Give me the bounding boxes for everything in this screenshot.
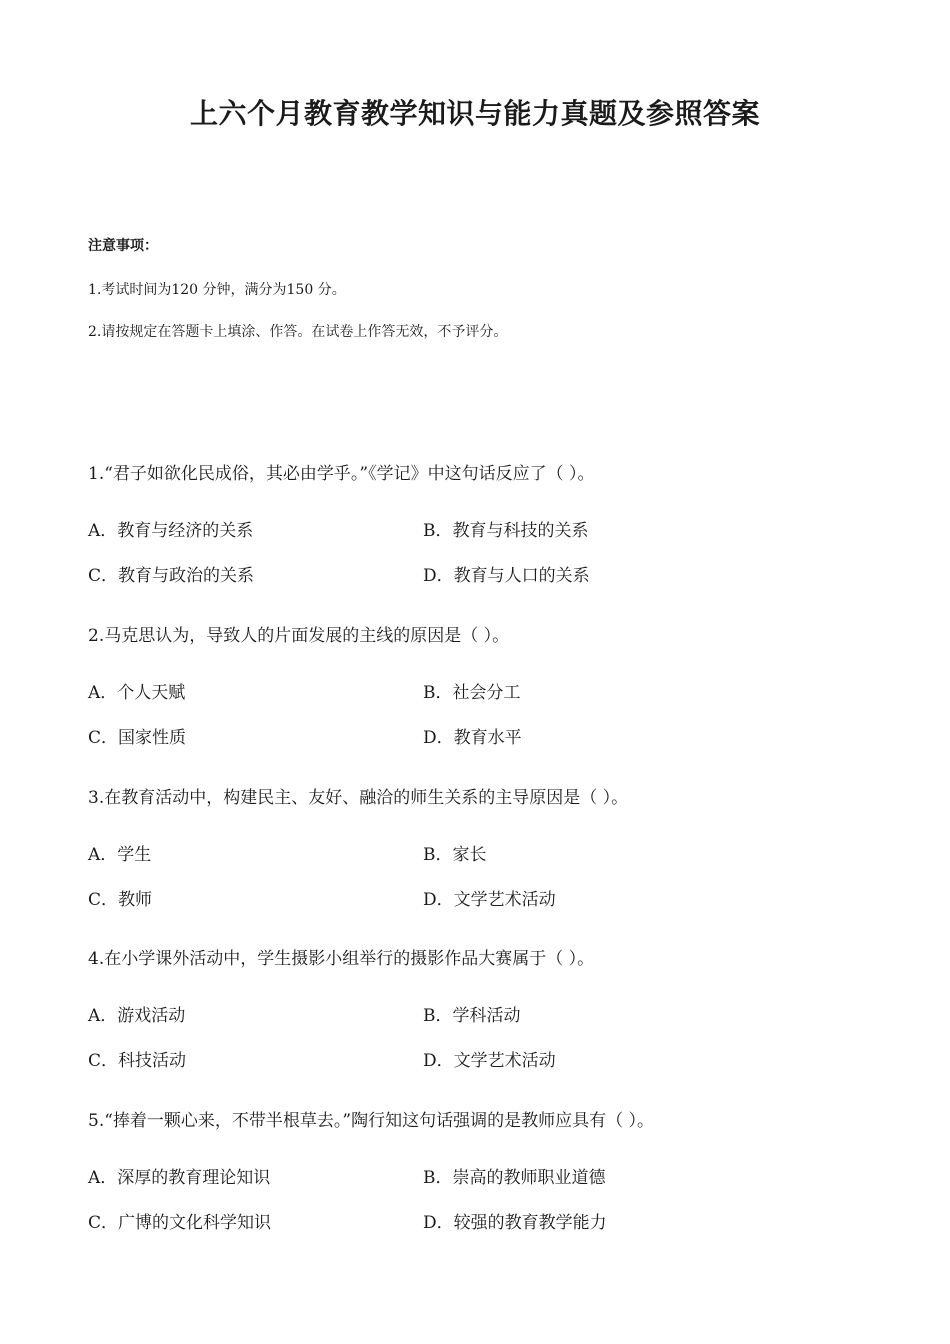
question-stem: 5.“捧着一颗心来，不带半根草去。”陶行知这句话强调的是教师应具有（ ）。 — [88, 1111, 655, 1131]
option-group — [88, 810, 888, 910]
option-b: B．家长 — [423, 845, 487, 865]
question-4 — [88, 947, 888, 1071]
notice-item: 2.请按规定在答题卡上填涂、作答。在试卷上作答无效，不予评分。 — [88, 324, 508, 340]
option-c: C．教师 — [88, 890, 153, 910]
option-d: D．教育与人口的关系 — [423, 566, 590, 586]
option-c: C．科技活动 — [88, 1051, 187, 1071]
question-stem: 1.“君子如欲化民成俗，其必由学乎。”《学记》中这句话反应了（ ）。 — [88, 464, 595, 484]
option-c: C．广博的文化科学知识 — [88, 1213, 272, 1233]
option-b: B．教育与科技的关系 — [423, 521, 589, 541]
question-3 — [88, 786, 888, 910]
option-a: A．深厚的教育理论知识 — [88, 1168, 271, 1188]
option-a: A．个人天赋 — [88, 683, 186, 703]
option-group — [88, 971, 888, 1071]
option-b: B．学科活动 — [423, 1006, 521, 1026]
option-group — [88, 1133, 888, 1233]
option-a: A．教育与经济的关系 — [88, 521, 254, 541]
option-b: B．社会分工 — [423, 683, 521, 703]
option-group — [88, 648, 888, 748]
option-group — [88, 486, 888, 586]
question-1 — [88, 462, 888, 586]
option-d: D．文学艺术活动 — [423, 1051, 556, 1071]
question-stem: 3.在教育活动中，构建民主、友好、融洽的师生关系的主导原因是（ ）。 — [88, 788, 629, 808]
option-a: A．游戏活动 — [88, 1006, 186, 1026]
option-c: C．国家性质 — [88, 728, 187, 748]
option-c: C．教育与政治的关系 — [88, 566, 255, 586]
question-stem: 4.在小学课外活动中，学生摄影小组举行的摄影作品大赛属于（ ）。 — [88, 949, 595, 969]
option-d: D．较强的教育教学能力 — [423, 1213, 607, 1233]
notice-item: 1.考试时间为120 分钟，满分为150 分。 — [88, 282, 346, 298]
question-stem: 2.马克思认为，导致人的片面发展的主线的原因是（ ）。 — [88, 626, 510, 646]
option-d: D．文学艺术活动 — [423, 890, 556, 910]
option-d: D．教育水平 — [423, 728, 522, 748]
question-5 — [88, 1109, 888, 1233]
option-b: B．崇高的教师职业道德 — [423, 1168, 606, 1188]
option-a: A．学生 — [88, 845, 152, 865]
page-title: 上六个月教育教学知识与能力真题及参照答案 — [189, 97, 760, 130]
question-2 — [88, 624, 888, 748]
notice-heading: 注意事项： — [88, 238, 158, 254]
